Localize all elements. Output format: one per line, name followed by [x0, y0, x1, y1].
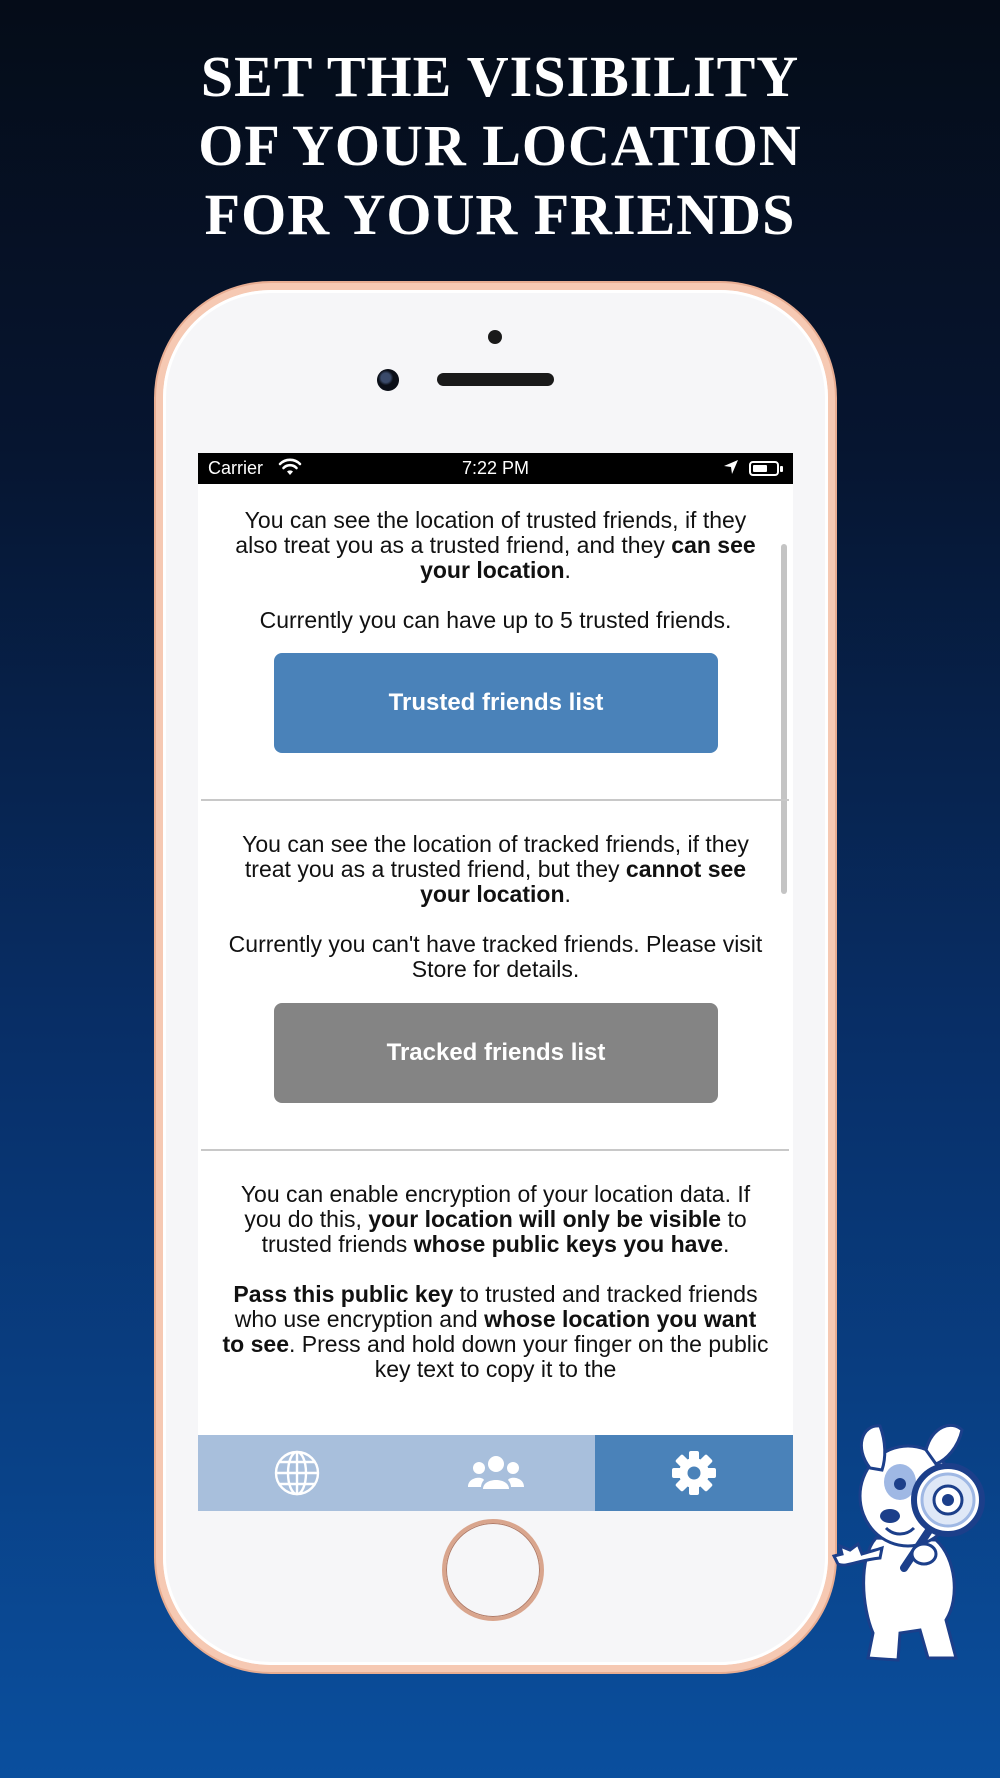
divider — [201, 1149, 789, 1151]
trusted-section — [198, 508, 793, 633]
tab-bar — [198, 1435, 793, 1511]
globe-icon — [273, 1449, 321, 1497]
encryption-description: You can enable encryption of your location data. If you do this, your location will only be visible to trusted friends whose public keys you have. — [240, 1181, 751, 1257]
battery-icon — [749, 461, 779, 476]
phone-screen — [198, 453, 793, 1511]
phone-speaker — [437, 373, 554, 386]
settings-scroll-view[interactable] — [198, 484, 793, 1421]
phone-power-button — [827, 584, 835, 684]
status-time: 7:22 PM — [461, 458, 530, 478]
detective-dog-mascot-icon — [828, 1408, 1000, 1668]
trusted-limit: Currently you can have up to 5 trusted friends. — [259, 607, 732, 633]
gear-icon — [671, 1450, 717, 1496]
tracked-section — [198, 832, 793, 982]
headline-line-3: FOR YOUR FRIENDS — [204, 182, 796, 247]
tracked-limit: Currently you can't have tracked friends. Please visit Store for details. — [228, 931, 763, 982]
headline-line-1: SET THE VISIBILITY — [200, 44, 800, 109]
promo-headline — [0, 42, 1000, 249]
tab-settings[interactable] — [595, 1435, 793, 1511]
public-key-instructions: Pass this public key to trusted and tracked friends who use encryption and whose location you want to see. Press and hold down your finger on the public key text to copy it to the — [222, 1281, 769, 1382]
encryption-section — [198, 1182, 793, 1382]
headline-line-2: OF YOUR LOCATION — [198, 113, 802, 178]
status-bar — [198, 453, 793, 484]
battery-tip — [780, 466, 783, 472]
tab-friends[interactable] — [396, 1435, 595, 1511]
tracked-friends-list-button[interactable]: Tracked friends list — [274, 1003, 718, 1103]
carrier-label: Carrier — [208, 458, 264, 478]
tab-map[interactable] — [198, 1435, 396, 1511]
divider — [201, 799, 789, 801]
tracked-description: You can see the location of tracked friends, if they treat you as a trusted friend, but they cannot see your location. — [242, 831, 749, 907]
location-arrow-icon — [723, 459, 739, 475]
friends-icon — [468, 1453, 524, 1493]
phone-camera — [377, 369, 399, 391]
phone-sensor — [488, 330, 502, 344]
trusted-description: You can see the location of trusted friends, if they also treat you as a trusted friend, and they can see your location. — [235, 507, 756, 583]
home-button[interactable] — [442, 1519, 544, 1621]
trusted-friends-list-button[interactable]: Trusted friends list — [274, 653, 718, 753]
